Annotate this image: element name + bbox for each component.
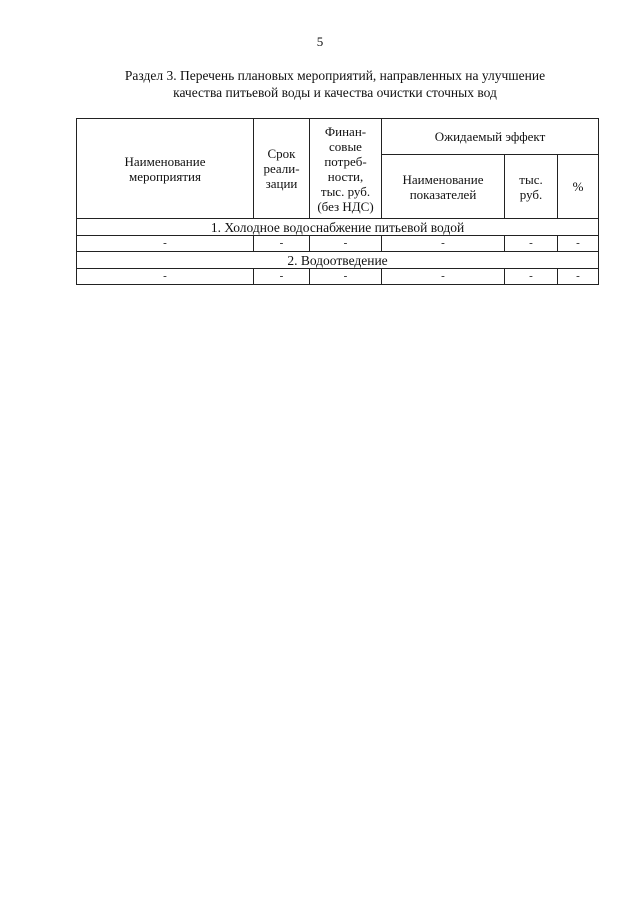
header-term-line: зации [265, 176, 298, 191]
cell-percent: - [558, 236, 599, 252]
header-name-line: Наименование [124, 153, 206, 169]
header-finance-line: Финан- [324, 123, 367, 139]
table-row [77, 236, 599, 252]
section-heading-cold-water: 1. Холодное водоснабжение питьевой водой [77, 219, 599, 236]
cell-indicators: - [382, 236, 505, 252]
header-expected-effect: Ожидаемый эффект [382, 119, 599, 155]
cell-indicators: - [382, 269, 505, 285]
header-indicators [382, 155, 505, 219]
cell-finance: - [310, 269, 382, 285]
page-number: 5 [316, 34, 324, 49]
header-finance-line: ности, [327, 168, 364, 184]
cell-name: - [77, 236, 254, 252]
cell-term: - [254, 269, 310, 285]
header-thousand-rub-line: тыс. [519, 171, 543, 187]
table-row [77, 269, 599, 285]
cell-term: - [254, 236, 310, 252]
cell-name: - [77, 269, 254, 285]
header-finance [310, 119, 382, 219]
section-title-line-2: качества питьевой воды и качества очистки сточных вод [173, 85, 497, 100]
cell-percent: - [558, 269, 599, 285]
header-thousand-rub [505, 155, 558, 219]
cell-thousand-rub: - [505, 269, 558, 285]
cell-thousand-rub: - [505, 236, 558, 252]
section-heading-sewage: 2. Водоотведение [77, 252, 599, 269]
header-term-line: реали- [263, 161, 300, 176]
events-table [76, 118, 599, 285]
header-indicators-line: Наименование [402, 171, 484, 187]
header-finance-line: потреб- [324, 153, 367, 169]
header-name-line: мероприятия [128, 168, 201, 184]
header-name [77, 119, 254, 219]
section-title [80, 67, 590, 101]
header-term-line: Срок [267, 146, 296, 161]
header-term [254, 119, 310, 219]
header-percent: % [558, 155, 599, 219]
header-finance-line: тыс. руб. [320, 183, 371, 199]
section-title-line-1: Раздел 3. Перечень плановых мероприятий, направленных на улучшение [124, 68, 546, 83]
cell-finance: - [310, 236, 382, 252]
header-finance-line: (без НДС) [317, 198, 374, 214]
header-indicators-line: показателей [409, 186, 477, 202]
header-thousand-rub-line: руб. [519, 186, 543, 202]
header-finance-line: совые [329, 138, 362, 154]
